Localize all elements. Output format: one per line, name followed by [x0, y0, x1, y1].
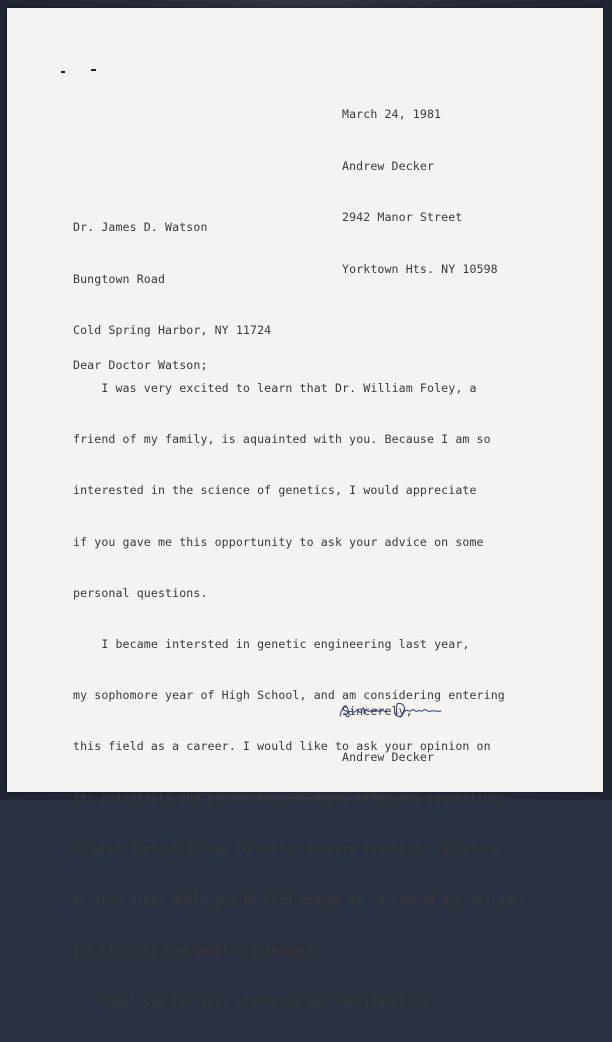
- body-line: for study in the Genetic Sciences?: [73, 944, 314, 959]
- body-line: personal questions.: [73, 585, 208, 600]
- letter-page: [7, 8, 603, 1010]
- sender-street: 2942 Manor Street: [342, 210, 463, 224]
- letter-date: March 24, 1981: [342, 107, 442, 121]
- body-line: friend of my family, is aquainted with you. Because I am so: [73, 432, 491, 447]
- stray-mark-right: [91, 69, 96, 71]
- body-line: on what I might do now to better prepare myself for a future: [73, 841, 498, 856]
- letter-body: [73, 349, 526, 1042]
- body-line: this field as a career. I would like to ask your opinion on: [73, 739, 491, 754]
- recipient-name: Dr. James D. Watson: [73, 220, 208, 234]
- sender-city: Yorktown Hts. NY 10598: [342, 261, 498, 276]
- recipient-city: Cold Spring Harbor, NY 11724: [73, 323, 272, 337]
- body-line: interested in the science of genetics, I would appreciate: [73, 483, 477, 498]
- typed-signature-block: [342, 718, 434, 798]
- body-line: I became intersted in genetic engineering last year,: [73, 636, 470, 651]
- body-line: its potentials and prospects. Could you offer any suggestions: [73, 790, 505, 805]
- body-line: my sophomore year of High School, and am considering entering: [73, 688, 505, 703]
- recipient-street: Bungtown Road: [73, 271, 166, 286]
- sender-name: Andrew Decker: [342, 158, 435, 173]
- body-line: Thank you for your attention and consideration.: [73, 995, 435, 1010]
- body-line: if you gave me this opportunity to ask your advice on some: [73, 534, 484, 549]
- stray-mark-left: [61, 71, 65, 73]
- closing-text: Sincerely,: [342, 704, 413, 718]
- body-line: in this area? Would you be kind enough to reccomend any colleges: [73, 892, 527, 907]
- sender-block: [342, 75, 498, 309]
- salutation-text: Dear Doctor Watson;: [73, 358, 208, 372]
- body-line: I was very excited to learn that Dr. William Foley, a: [73, 381, 477, 395]
- typed-name: Andrew Decker: [342, 750, 435, 764]
